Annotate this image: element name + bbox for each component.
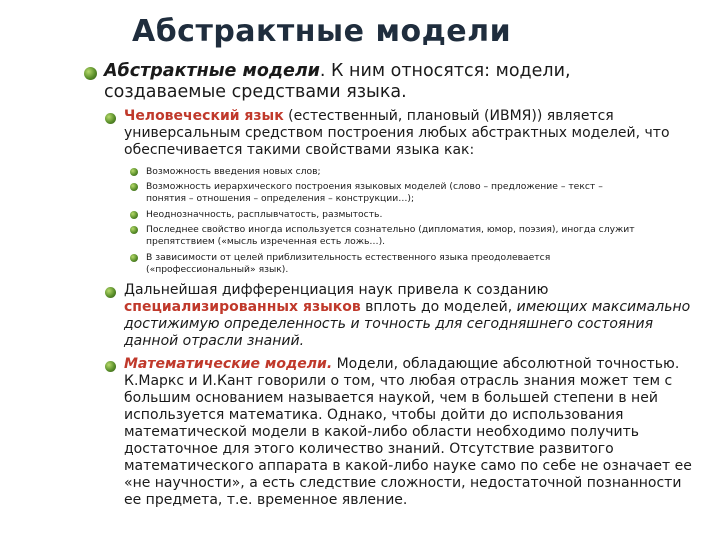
list-item: Возможность введения новых слов; [146, 166, 321, 177]
paragraph-human-language: Человеческий язык (естественный, плановый (ИВМЯ)) является универсальным средством построения любых абстрактных моделей, что обеспечивается такими свойствами языка как: [124, 108, 670, 158]
bullet-icon [130, 168, 138, 176]
bullet-icon [84, 67, 97, 80]
term-abstract-models: Абстрактные модели [104, 61, 320, 81]
list-item: Возможность иерархического построения языковых моделей (слово – предложение – текст – понятия – отношения – определения – конструкции…); [146, 181, 603, 205]
paragraph-abstract-models: Абстрактные модели. К ним относятся: модели, создаваемые средствами языка. [104, 61, 571, 102]
bullet-icon [130, 211, 138, 219]
paragraph-specialized-languages: Дальнейшая дифференциация наук привела к созданию специализированных языков вплоть до моделей, имеющих максимально достижимую определенность и точность для сегодняшнего состояния данной отрасли знаний. [124, 282, 691, 349]
paragraph-math-models: Математические модели. Модели, обладающие абсолютной точностью. К.Маркс и И.Кант говорили о том, что любая отрасль знания может тем с большим основанием называется наукой, чем в большей степени в ней используется математика. Однако, чтобы дойти до использования математической модели в какой-либо области необходимо получить достаточное для этого количество знаний. Отсутствие развитого математического аппарата в какой-либо науке само по себе не означает ее «не научности», а есть следствие сложности, недостаточной познанности ее предмета, т.е. временное явление. [124, 356, 692, 508]
slide-title: Абстрактные модели [132, 14, 512, 49]
bullet-icon [105, 361, 116, 372]
bullet-icon [105, 113, 116, 124]
bullet-icon [130, 254, 138, 262]
term-math-models: Математические модели. [124, 356, 333, 372]
list-item: Неоднозначность, расплывчатость, размытость. [146, 209, 383, 220]
bullet-icon [130, 183, 138, 191]
term-specialized-languages: специализированных языков [124, 299, 361, 315]
list-item: Последнее свойство иногда используется сознательно (дипломатия, юмор, поэзия), иногда служит препятствием («мысль изреченная есть ложь…). [146, 224, 635, 248]
term-human-language: Человеческий язык [124, 108, 284, 124]
bullet-icon [130, 226, 138, 234]
list-item: В зависимости от целей приблизительность естественного языка преодолевается («профессиональный» язык). [146, 252, 551, 276]
bullet-icon [105, 287, 116, 298]
